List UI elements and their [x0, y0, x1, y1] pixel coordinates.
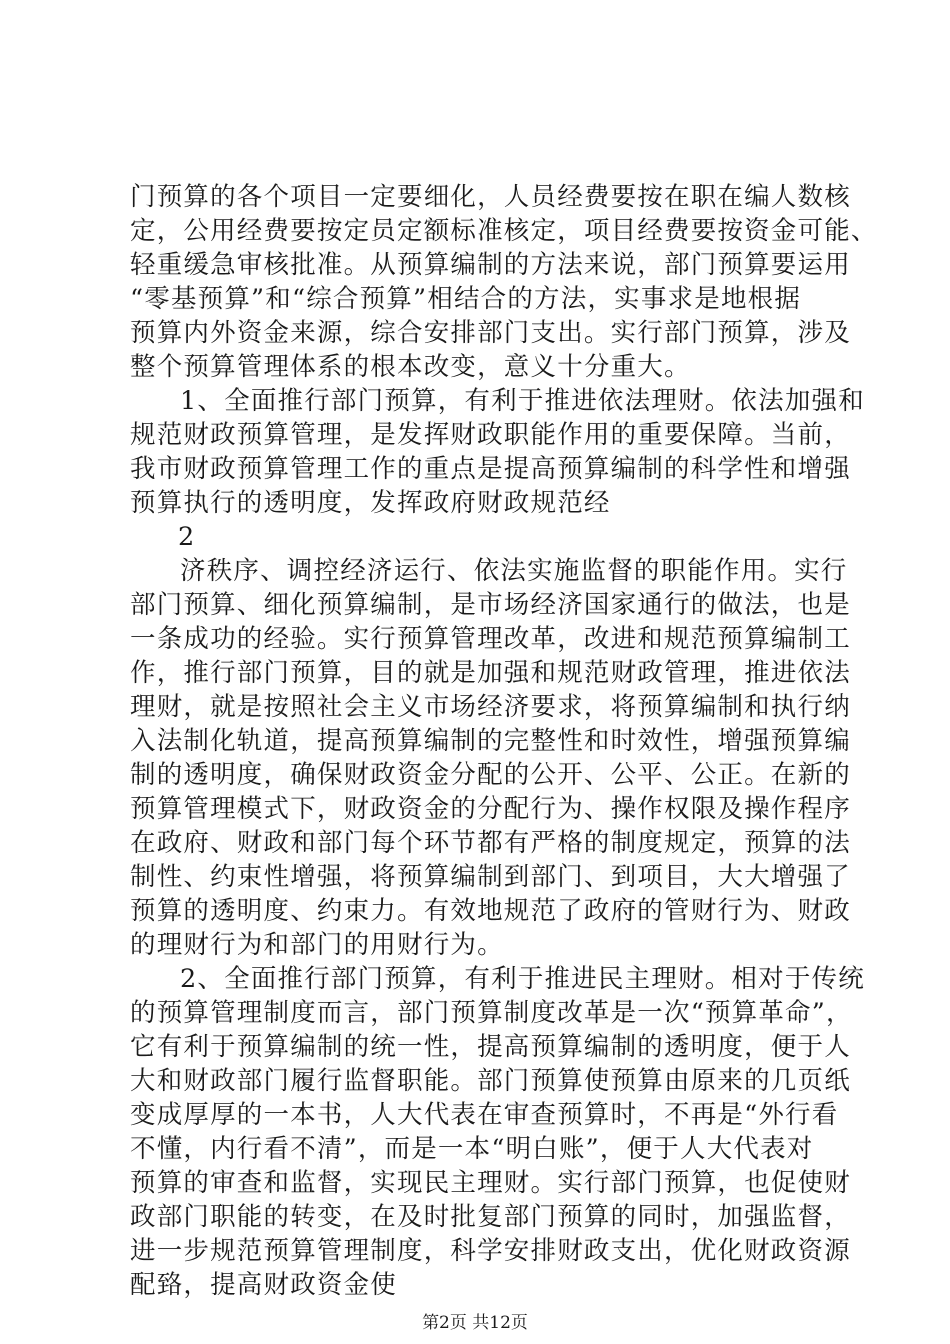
text-line: 门预算的各个项目一定要细化，人员经费要按在职在编人数核 [130, 182, 851, 212]
text-line: 理财，就是按照社会主义市场经济要求，将预算编制和执行纳 [130, 692, 851, 722]
text-line: 我市财政预算管理工作的重点是提高预算编制的科学性和增强 [130, 454, 851, 484]
text-line: 的理财行为和部门的用财行为。 [130, 930, 504, 960]
text-line: 规范财政预算管理，是发挥财政职能作用的重要保障。当前， [130, 420, 851, 450]
text-line: 不懂，内行看不清”，而是一本“明白账”，便于人大代表对 [130, 1134, 814, 1164]
text-line: 政部门职能的转变，在及时批复部门预算的同时，加强监督， [130, 1202, 851, 1232]
text-line: 部门预算、细化预算编制，是市场经济国家通行的做法，也是 [130, 590, 851, 620]
text-line: 的预算管理制度而言，部门预算制度改革是一次“预算革命”， [130, 998, 853, 1028]
text-line: 在政府、财政和部门每个环节都有严格的制度规定，预算的法 [130, 828, 851, 858]
paragraph-first-line: 1、全面推行部门预算，有利于推进依法理财。依法加强和 [180, 386, 865, 416]
text-line: 入法制化轨道，提高预算编制的完整性和时效性，增强预算编 [130, 726, 851, 756]
text-line: 定，公用经费要按定员定额标准核定，项目经费要按资金可能、 [130, 216, 878, 246]
text-line: 轻重缓急审核批准。从预算编制的方法来说，部门预算要运用 [130, 250, 851, 280]
text-line: 它有利于预算编制的统一性，提高预算编制的透明度，便于人 [130, 1032, 851, 1062]
text-line: 预算内外资金来源，综合安排部门支出。实行部门预算，涉及 [130, 318, 851, 348]
paragraph-first-line: 2、全面推行部门预算，有利于推进民主理财。相对于传统 [180, 964, 865, 994]
text-line: 预算管理模式下，财政资金的分配行为、操作权限及操作程序 [130, 794, 851, 824]
text-line: 预算的审查和监督，实现民主理财。实行部门预算，也促使财 [130, 1168, 851, 1198]
text-line: “零基预算”和“综合预算”相结合的方法，实事求是地根据 [130, 284, 802, 314]
text-line: 预算的透明度、约束力。有效地规范了政府的管财行为、财政 [130, 896, 851, 926]
text-line: 制的透明度，确保财政资金分配的公开、公平、公正。在新的 [130, 760, 851, 790]
text-line: 一条成功的经验。实行预算管理改革，改进和规范预算编制工 [130, 624, 851, 654]
page-footer: 第2页 共12页 [422, 1313, 528, 1333]
text-line: 变成厚厚的一本书，人大代表在审查预算时，不再是“外行看 [130, 1100, 839, 1130]
text-line: 作，推行部门预算，目的就是加强和规范财政管理，推进依法 [130, 658, 851, 688]
text-line: 大和财政部门履行监督职能。部门预算使预算由原来的几页纸 [130, 1066, 851, 1096]
text-line: 预算执行的透明度，发挥政府财政规范经 [130, 488, 611, 518]
paragraph-first-line: 济秩序、调控经济运行、依法实施监督的职能作用。实行 [180, 556, 848, 586]
text-line: 整个预算管理体系的根本改变，意义十分重大。 [130, 352, 691, 382]
text-line: 制性、约束性增强，将预算编制到部门、到项目，大大增强了 [130, 862, 851, 892]
text-line: 配臵，提高财政资金使 [130, 1270, 398, 1300]
text-line: 进一步规范预算管理制度，科学安排财政支出，优化财政资源 [130, 1236, 851, 1266]
page-marker-number: 2 [178, 522, 196, 552]
